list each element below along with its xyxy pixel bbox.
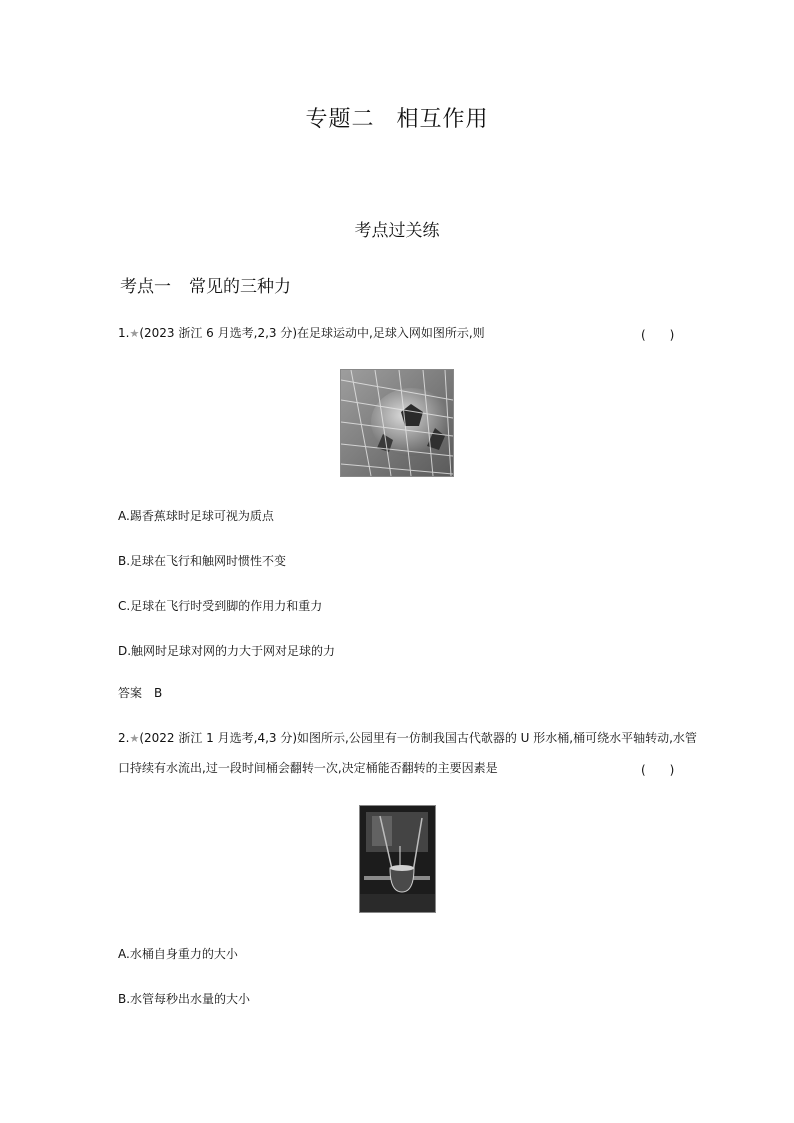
soccer-net-icon: [341, 370, 453, 476]
answer-label: 答案: [118, 686, 143, 700]
title-part2: 相互作用: [396, 107, 489, 132]
topic-name: 常见的三种力: [189, 277, 291, 297]
question-2-option-b: B.水管每秒出水量的大小: [118, 992, 251, 1006]
page-title: [0, 102, 794, 133]
question-1-number: 1.: [118, 326, 130, 340]
question-2-text-line1: (2022 浙江 1 月选考,4,3 分)如图所示,公园里有一仿制我国古代欹器的 U 形水桶,桶可绕水平轴转动,水管: [139, 731, 697, 745]
answer-value: B: [154, 686, 163, 700]
bucket-icon: [360, 806, 435, 912]
question-2-stem-line1: [118, 731, 697, 746]
question-2-number: 2.: [118, 731, 130, 745]
topic-label: 考点一: [120, 277, 171, 297]
difficulty-star-icon: ★: [129, 732, 140, 745]
section-title: 考点过关练: [354, 221, 440, 241]
u-shaped-bucket-photo: [359, 805, 436, 913]
question-1-option-d: D.触网时足球对网的力大于网对足球的力: [118, 644, 336, 658]
question-1-answer-bracket: ( ): [641, 328, 675, 342]
difficulty-star-icon: ★: [129, 327, 140, 340]
question-2-answer-bracket: ( ): [641, 763, 675, 777]
question-1-text: (2023 浙江 6 月选考,2,3 分)在足球运动中,足球入网如图所示,则: [139, 326, 485, 340]
question-1-option-c: C.足球在飞行时受到脚的作用力和重力: [118, 599, 323, 613]
question-1-answer: [118, 686, 162, 700]
question-1-option-a: A.踢香蕉球时足球可视为质点: [118, 509, 274, 523]
question-2-option-a: A.水桶自身重力的大小: [118, 947, 238, 961]
question-2-stem-line2: 口持续有水流出,过一段时间桶会翻转一次,决定桶能否翻转的主要因素是: [118, 761, 498, 775]
topic-heading: [120, 272, 291, 297]
question-1-stem: [118, 326, 485, 341]
title-part1: 专题二: [305, 107, 375, 132]
question-1-option-b: B.足球在飞行和触网时惯性不变: [118, 554, 287, 568]
soccer-ball-in-net-photo: [340, 369, 454, 477]
